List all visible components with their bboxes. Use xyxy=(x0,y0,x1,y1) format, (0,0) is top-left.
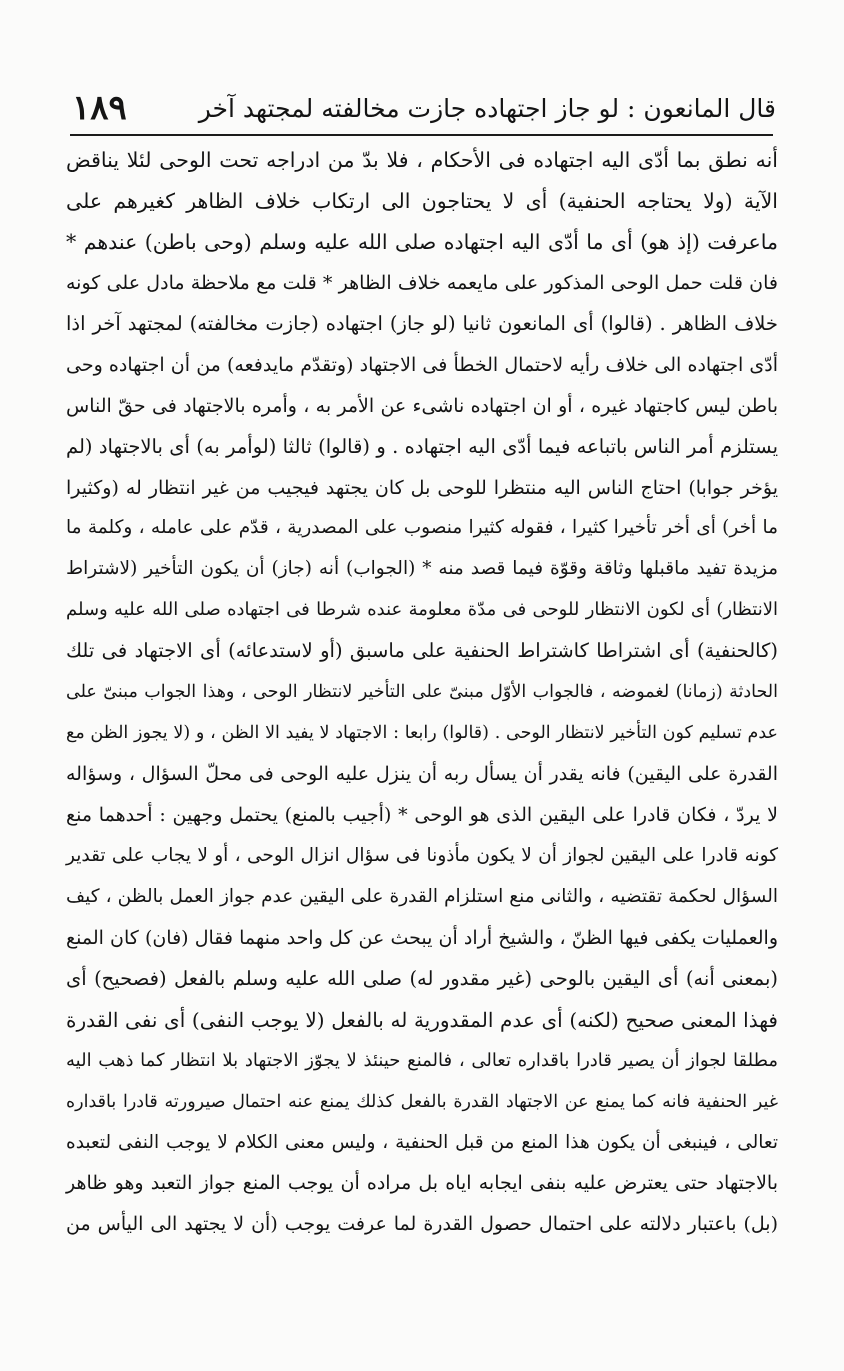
text-line: أدّى اجتهاده الى خلاف رأيه لاحتمال الخطأ فى الاجتهاد (وتقدّم مايدفعه) من أن اجتهاده وحى xyxy=(66,353,778,376)
page-number: ١٨٩ xyxy=(72,88,127,128)
text-line: الانتظار) أى لكون الانتظار للوحى فى مدّة معلومة عنده شرطا فى اجتهاده صلى الله عليه وسلم xyxy=(66,599,778,621)
text-line: خلاف الظاهر . (قالوا) أى المانعون ثانيا (لو جاز) اجتهاده (جازت مخالفته) لمجتهد آخر اذا xyxy=(66,311,778,335)
text-line: تعالى ، فينبغى أن يكون هذا المنع من قبل الحنفية ، وليس معنى الكلام لا يوجب النفى لتعبده xyxy=(66,1131,778,1153)
text-line: عدم تسليم كون التأخير لانتظار الوحى . (قالوا) رابعا : الاجتهاد لا يفيد الا الظن ، و (لا يجوز الظن مع xyxy=(66,723,778,744)
text-line: لا يردّ ، فكان قادرا على اليقين الذى هو الوحى * (أجيب بالمنع) يحتمل وجهين : أحدهما منع xyxy=(66,804,778,826)
text-line: ما أخر) أى أخر تأخيرا كثيرا ، فقوله كثيرا منصوب على المصدرية ، قدّم على عامله ، وكلمة ما xyxy=(66,517,778,539)
text-line: الحادثة (زمانا) لغموضه ، فالجواب الأوّل مبنىّ على التأخير لانتظار الوحى ، وهذا الجواب مبنىّ على xyxy=(66,682,778,703)
text-line: (بمعنى أنه) أى اليقين بالوحى (غير مقدور له) صلى الله عليه وسلم بالفعل (فصحيح) أى xyxy=(66,966,778,990)
text-line: فهذا المعنى صحيح (لكنه) أى عدم المقدورية له بالفعل (لا يوجب النفى) أى نفى القدرة xyxy=(66,1007,778,1032)
text-line: القدرة على اليقين) فانه يقدر أن يسأل ربه أن ينزل عليه الوحى فى محلّ السؤال ، وسؤاله xyxy=(66,763,778,786)
text-line: أنه نطق بما أدّى اليه اجتهاده فى الأحكام ، فلا بدّ من ادراجه تحت الوحى لئلا يناقض xyxy=(66,148,778,172)
text-line: (كالحنفية) أى اشتراطا كاشتراط الحنفية على ماسبق (أو لاستدعائه) أى الاجتهاد فى تلك xyxy=(66,639,778,663)
text-line: بالاجتهاد حتى يعترض عليه بنفى ايجابه اياه بل مراده أن يوجب المنع جواز التعبد وهو ظاهر xyxy=(66,1172,778,1195)
header-rule xyxy=(70,134,773,136)
text-line: السؤال لحكمة تقتضيه ، والثانى منع استلزام القدرة على اليقين عدم جواز العمل بالظن ، كيف xyxy=(66,885,778,907)
text-line: يؤخر جوابا) احتاج الناس اليه منتظرا للوحى بل كان يجتهد فيجيب من غير انتظار له (وكثيرا xyxy=(66,476,778,499)
text-line: مزيدة تفيد ماقبلها وثاقة وقوّة فيما قصد منه * (الجواب) أنه (جاز) أن يكون التأخير (لاشتراط xyxy=(66,558,778,580)
text-line: مطلقا لجواز أن يصير قادرا باقداره تعالى ، فالمنع حينئذ لا يجوّز الاجتهاد بلا انتظار كما ذهب اليه xyxy=(66,1049,778,1071)
text-line: والعمليات يكفى فيها الظنّ ، والشيخ أراد أن يبحث عن كل واحد منهما فقال (فان) كان المنع xyxy=(66,926,778,949)
text-line: باطن ليس كاجتهاد غيره ، أو ان اجتهاده ناشىء عن الأمر به ، وأمره بالاجتهاد فى حقّ الناس xyxy=(66,394,778,417)
body-text xyxy=(66,140,778,1245)
text-line: يستلزم أمر الناس باتباعه فيما أدّى اليه اجتهاده . و (قالوا) ثالثا (لوأمر به) أى بالاجتهاد (لم xyxy=(66,434,778,458)
running-head: قال المانعون : لو جاز اجتهاده جازت مخالفته لمجتهد آخر xyxy=(198,94,776,123)
page-header xyxy=(66,88,776,130)
text-line: ماعرفت (إذ هو) أى ما أدّى اليه اجتهاده صلى الله عليه وسلم (وحى باطن) عندهم * xyxy=(66,229,778,254)
text-line: (بل) باعتبار دلالته على احتمال حصول القدرة لما عرفت يوجب (أن لا يجتهد الى اليأس من xyxy=(66,1213,778,1236)
text-line: الآية (ولا يحتاجه الحنفية) أى لا يحتاجون الى ارتكاب خلاف الظاهر كغيرهم على xyxy=(66,188,778,213)
text-line: غير الحنفية فانه كما يمنع عن الاجتهاد القدرة بالفعل كذلك يمنع عنه احتمال صيرورته قادرا باقداره xyxy=(66,1091,778,1112)
text-line: فان قلت حمل الوحى المذكور على مايعمه خلاف الظاهر * قلت مع ملاحظة مادل على كونه xyxy=(66,271,778,294)
text-line: كونه قادرا على اليقين لجواز أن لا يكون مأذونا فى سؤال انزال الوحى ، أو لا يجاب على تقدير xyxy=(66,844,778,866)
